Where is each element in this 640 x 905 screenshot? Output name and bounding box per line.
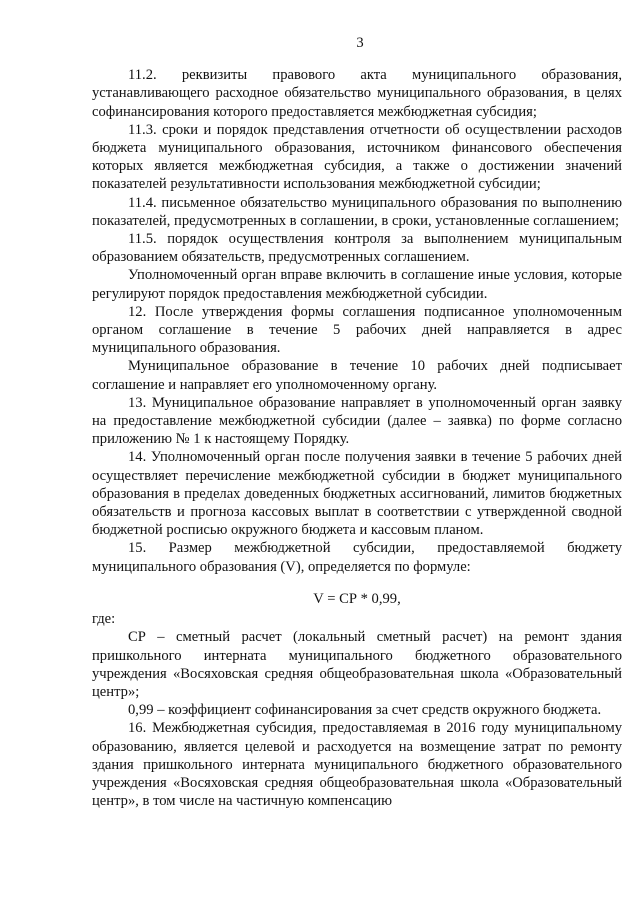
paragraph-12: 12. После утверждения формы соглашения подписанное уполномоченным органом соглашение в течение 5 рабочих дней направляется в адрес муниципального образования.	[92, 303, 622, 357]
paragraph-coefficient: 0,99 – коэффициент софинансирования за счет средств окружного бюджета.	[128, 702, 602, 719]
paragraph-sr-definition: СР – сметный расчет (локальный сметный расчет) на ремонт здания пришкольного интерната муниципального бюджетного образовательного учреждения «Восяховская средняя общеобразовательная школа «Образовательный центр»;	[92, 629, 622, 700]
paragraph-other-conditions: Уполномоченный орган вправе включить в соглашение иные условия, которые регулируют порядок предоставления межбюджетной субсидии.	[92, 267, 622, 302]
paragraph-11-4: 11.4. письменное обязательство муниципального образования по выполнению показателей, предусмотренных в соглашении, в сроки, установленные соглашением;	[92, 194, 622, 229]
paragraph-11-2: 11.2. реквизиты правового акта муниципального образования, устанавливающего расходное обязательство муниципального образования, в целях софинансирования которого предоставляется межбюджетная субсидия;	[92, 67, 622, 120]
paragraph-15: 15. Размер межбюджетной субсидии, предоставляемой бюджету муниципального образования (V), определяется по формуле:	[92, 540, 622, 575]
formula: V = СР * 0,99,	[313, 590, 401, 607]
paragraph-signing: Муниципальное образование в течение 10 рабочих дней подписывает соглашение и направляет его уполномоченному органу.	[92, 358, 622, 393]
paragraph-11-3: 11.3. сроки и порядок представления отчетности об осуществлении расходов бюджета муниципального образования, источником финансового обеспечения которых является межбюджетная субсидия, а также о достижении значений показателей результативности использования межбюджетной субсидии;	[92, 121, 622, 193]
page-number: 3	[356, 35, 364, 51]
paragraph-14: 14. Уполномоченный орган после получения заявки в течение 5 рабочих дней осуществляет перечисление межбюджетной субсидии в бюджет муниципального образования в пределах доведенных бюджетных ассигнований, лимитов бюджетных обязательств и прогноза кассовых выплат в соответствии с утвержденной сводной бюджетной росписью окружного бюджета и кассовым планом.	[92, 449, 622, 539]
document-page	[92, 34, 622, 810]
paragraph-11-5: 11.5. порядок осуществления контроля за выполнением муниципальным образованием обязательств, предусмотренных соглашением.	[92, 231, 622, 266]
where-label: где:	[92, 611, 116, 628]
paragraph-13: 13. Муниципальное образование направляет в уполномоченный орган заявку на предоставление межбюджетной субсидии (далее – заявка) по форме согласно приложению № 1 к настоящему Порядку.	[92, 394, 622, 448]
paragraph-16: 16. Межбюджетная субсидия, предоставляемая в 2016 году муниципальному образованию, является целевой и расходуется на возмещение затрат по ремонту здания пришкольного интерната муниципального бюджетного образовательного учреждения «Восяховская средняя общеобразовательная школа «Образовательный центр», в том числе на частичную компенсацию	[92, 720, 622, 810]
